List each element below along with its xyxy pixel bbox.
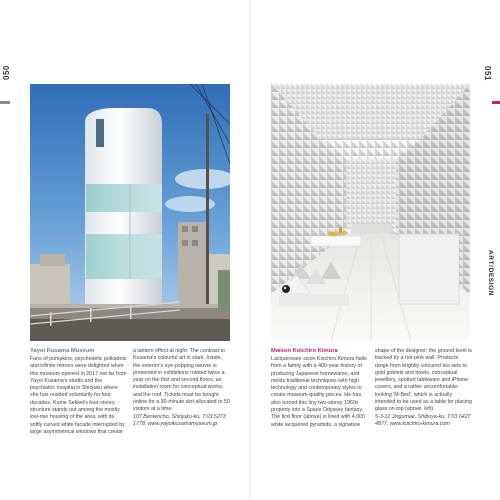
pyramid-room-illustration — [271, 84, 470, 341]
body-text-left-col2 — [133, 348, 230, 428]
body-text-right-col1 — [271, 356, 371, 429]
paragraph: Fans of pumpkins, psychedelic polkadots and infinite mirrors were delighted when this museum opened in 2017 not far from Yayoi Kusama's studio and the psychiatric hospital in Shinjuku where she has resided voluntarily for four decades. Kume Sekkei's four-storey structure stands out among the mostly low-rise housing of the area, with its softly curved white facade interrupted by large asymmetrical windows that create — [30, 356, 127, 435]
museum-building-illustration — [30, 84, 230, 341]
paragraph: a lantern effect at night. The contrast to Kusama's colourful art is stark. Inside, the exterior's eye-popping oeuvre is presented in exhibitions rotated twice a year on the first and second floors, an installation room for conceptual works, and the roof. Tickets must be bought online for a 90-minute slot allocated to 50 visitors at a time. — [133, 348, 230, 413]
address-yayoi-kusama: 107 Bentencho, Shinjuku-ku, T:03 5273 1778, www.yayoikusamamuseum.jp — [133, 413, 226, 427]
paragraph: shape of the designer; the ground level is backed by a hot-pink wall. Products range from brightly coloured tea sets to gold goblets and bowls, conceptual jewellery, spotted tableware and iPhone covers, and a rather uncomfortable-looking 'M-Bed', which is actually intended to be used as a table for placing glass on top (above, left). — [375, 348, 472, 413]
address-koichiro-kimura: 5-3-12 Jingumae, Shibuya-ku, T:03 6427 4877, www.koichiro-kimura.com — [375, 413, 471, 427]
page-number-left: 050 — [2, 65, 11, 80]
building-photo — [30, 84, 230, 341]
section-label: ART/DESIGN — [487, 250, 494, 297]
page-marker-left — [0, 101, 10, 104]
body-text-right-col2 — [375, 348, 472, 428]
paragraph: Lacquerware scion Koichiro Kimura hails from a family with a 400-year history of producing Japanese homewares, and melds traditional techniques with high technology and contemporary styles to create museum-quality pieces. He has also turned this tiny two-storey 1960s property into a Space Odyssey fantasy. The first floor (above) is lined with 4,000 white lacquered pyramids, a signature — [271, 356, 367, 428]
body-text-left-col1 — [30, 356, 127, 436]
page-marker-right — [492, 101, 500, 104]
page-number-right: 051 — [483, 66, 492, 81]
caption-maison-koichiro-kimura: Maison Koichiro Kimura — [271, 348, 338, 354]
page-gutter — [249, 0, 251, 500]
white-room-photo — [271, 84, 470, 341]
caption-yayoi-kusama-museum: Yayoi Kusama Museum — [30, 348, 95, 354]
